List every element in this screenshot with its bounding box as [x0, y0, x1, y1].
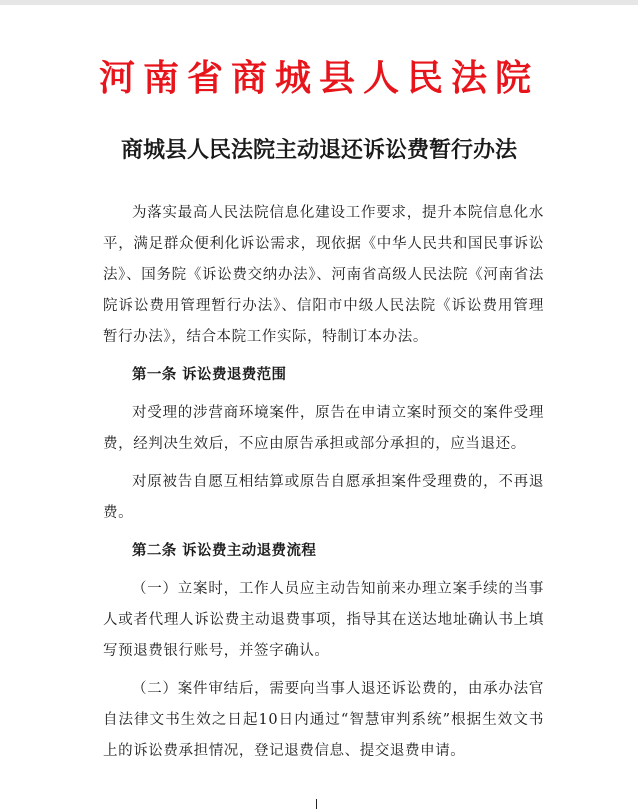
court-header: 河南省商城县人民法院: [98, 57, 539, 99]
article-2-paragraph-2: （二）案件审结后，需要向当事人退还诉讼费的，由承办法官自法律文书生效之日起10日内通过“智慧审判系统”根据生效文书上的诉讼费承担情况，登记退费信息、提交退费申请。: [103, 681, 544, 759]
page-top-edge: [0, 0, 638, 5]
document-body: [103, 198, 544, 774]
article-1-paragraph-1: 对受理的涉营商环境案件，原告在申请立案时预交的案件受理费，经判决生效后，不应由原告承担或部分承担的，应当退还。: [103, 405, 544, 452]
page-break-mark: [316, 799, 317, 809]
intro-paragraph: 为落实最高人民法院信息化建设工作要求，提升本院信息化水平，满足群众便利化诉讼需求，现依据《中华人民共和国民事诉讼法》、国务院《诉讼费交纳办法》、河南省高级人民法院《河南省法院诉讼费用管理暂行办法》、信阳市中级人民法院《诉讼费用管理暂行办法》，结合本院工作实际，特制订本办法。: [103, 205, 544, 345]
article-1-paragraph-2: 对原被告自愿互相结算或原告自愿承担案件受理费的，不再退费。: [103, 474, 544, 521]
document-title: 商城县人民法院主动退还诉讼费暂行办法: [120, 137, 517, 163]
article-1-heading: 第一条 诉讼费退费范围: [132, 367, 287, 383]
article-2-heading: 第二条 诉讼费主动退费流程: [132, 543, 317, 559]
article-2-paragraph-1: （一）立案时，工作人员应主动告知前来办理立案手续的当事人或者代理人诉讼费主动退费事项，指导其在送达地址确认书上填写预退费银行账号，并签字确认。: [103, 581, 544, 659]
